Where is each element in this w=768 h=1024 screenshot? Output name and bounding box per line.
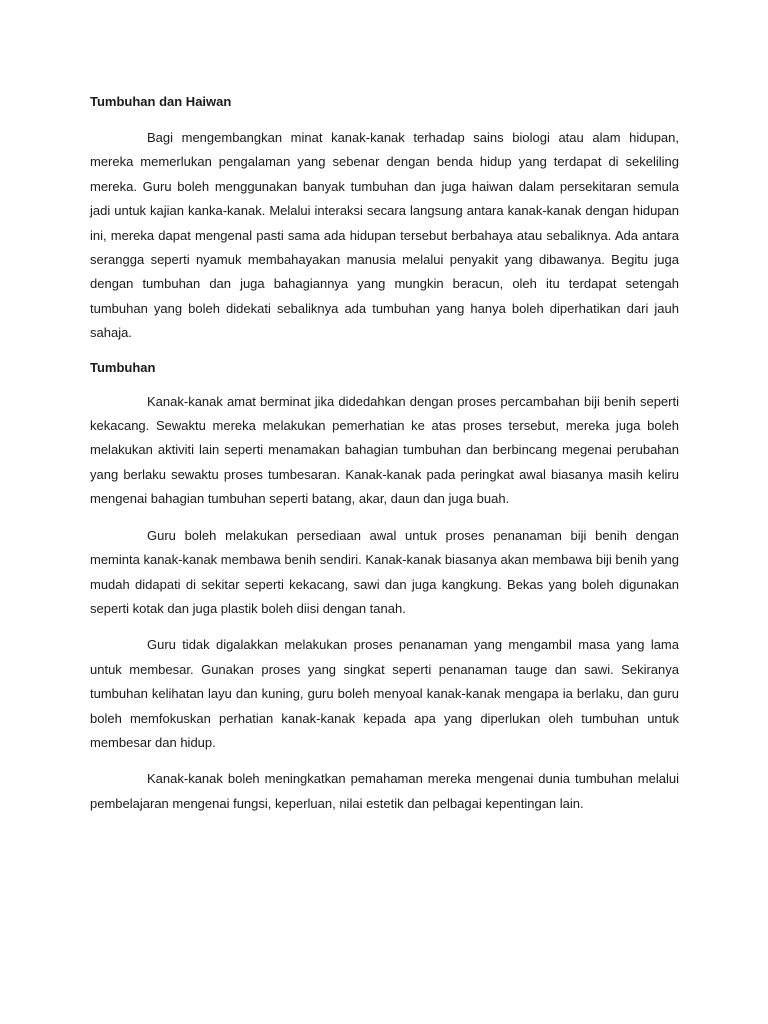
paragraph-germination: Kanak-kanak amat berminat jika didedahkan dengan proses percambahan biji benih seperti kekacang. Sewaktu mereka melakukan pemerhatian ke atas proses tersebut, mereka juga boleh melakukan aktiviti lain seperti menamakan bahagian tumbuhan dan berbincang megenai perubahan yang berlaku sewaktu proses tumbesaran. Kanak-kanak pada peringkat awal biasanya masih keliru mengenai bahagian tumbuhan seperti batang, akar, daun dan juga buah. <box>90 393 679 507</box>
paragraph-preparation: Guru boleh melakukan persediaan awal untuk proses penanaman biji benih dengan meminta kanak-kanak membawa benih sendiri. Kanak-kanak biasanya akan membawa biji benih yang mudah didapati di sekitar seperti kekacang, sawi dan juga kangkung. Bekas yang boleh digunakan seperti kotak dan juga plastik boleh diisi dengan tanah. <box>90 527 679 616</box>
paragraph-intro: Bagi mengembangkan minat kanak-kanak terhadap sains biologi atau alam hidupan, mereka memerlukan pengalaman yang sebenar dengan benda hidup yang terdapat di sekeliling mereka. Guru boleh menggunakan banyak tumbuhan dan juga haiwan dalam persekitaran semula jadi untuk kajian kanka-kanak. Melalui interaksi secara langsung antara kanak-kanak dengan hidupan ini, mereka dapat mengenal pasti sama ada hidupan tersebut berbahaya atau sebaliknya. Ada antara serangga seperti nyamuk membahayakan manusia melalui penyakit yang dibawanya. Begitu juga dengan tumbuhan dan juga bahagiannya yang mungkin beracun, oleh itu terdapat setengah tumbuhan yang boleh didekati sebaliknya ada tumbuhan yang hanya boleh diperhatikan dari jauh sahaja. <box>90 130 679 341</box>
paragraph-planting: Guru tidak digalakkan melakukan proses penanaman yang mengambil masa yang lama untuk membesar. Gunakan proses yang singkat seperti penanaman tauge dan sawi. Sekiranya tumbuhan kelihatan layu dan kuning, guru boleh menyoal kanak-kanak mengapa ia berlaku, dan guru boleh memfokuskan perhatian kanak-kanak kepada apa yang diperlukan oleh tumbuhan untuk membesar dan hidup. <box>90 637 679 750</box>
document-page <box>90 92 679 828</box>
paragraph-understanding: Kanak-kanak boleh meningkatkan pemahaman mereka mengenai dunia tumbuhan melalui pembelajaran mengenai fungsi, keperluan, nilai estetik dan pelbagai kepentingan lain. <box>90 771 679 811</box>
section-heading-tumbuhan: Tumbuhan <box>90 359 156 375</box>
section-heading-tumbuhan-dan-haiwan: Tumbuhan dan Haiwan <box>90 94 232 109</box>
